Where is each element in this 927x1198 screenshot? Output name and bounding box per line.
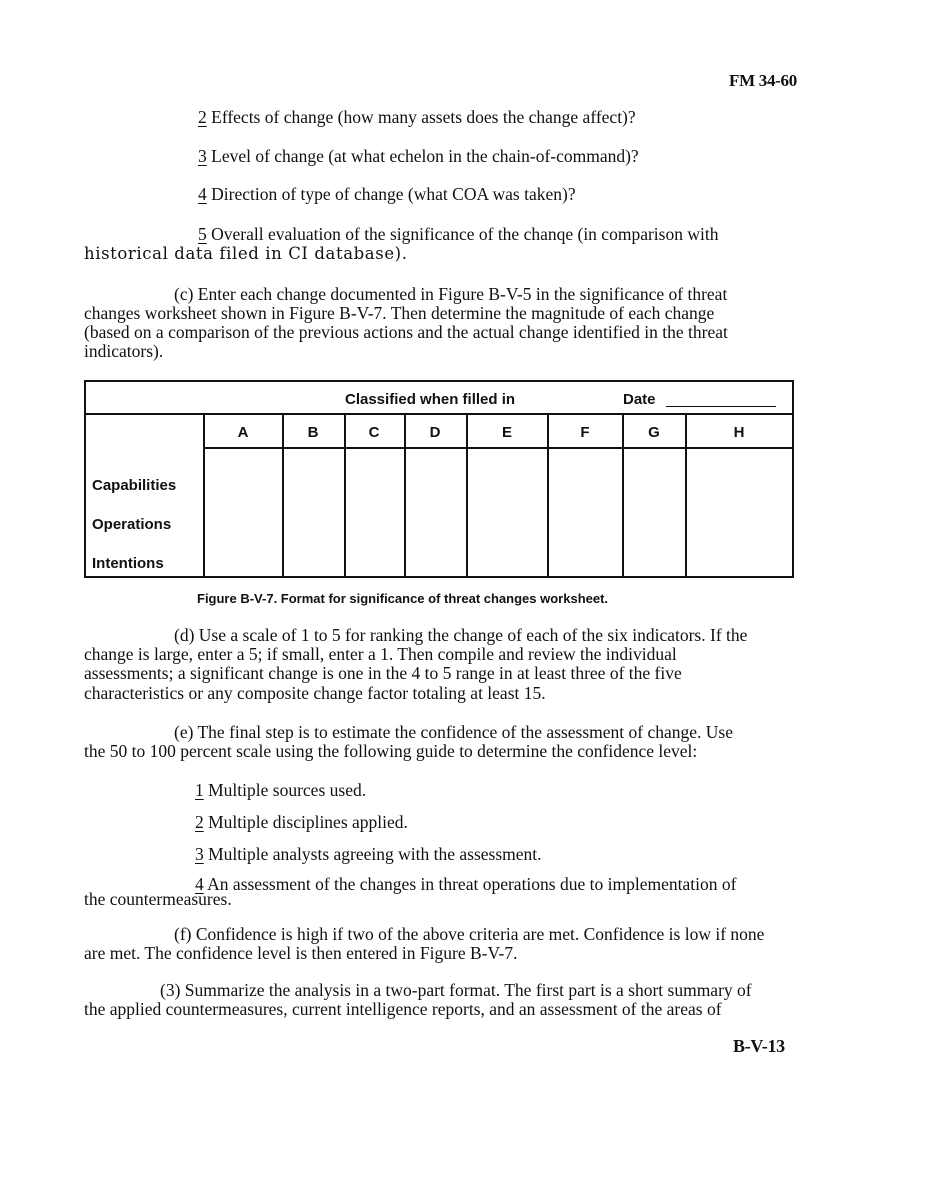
column-header-g: G xyxy=(648,424,660,441)
paragraph-d-line: assessments; a significant change is one in the 4 to 5 range in at least three of the five xyxy=(84,663,682,683)
item-text: Effects of change (how many assets does the change affect)? xyxy=(206,107,636,127)
item-number: 4 xyxy=(198,184,207,204)
table-rule xyxy=(203,447,792,449)
paragraph-c-line: changes worksheet shown in Figure B-V-7. Then determine the magnitude of each change xyxy=(84,303,715,323)
list-item xyxy=(198,108,636,128)
list-item xyxy=(198,225,718,245)
paragraph-d-line: (d) Use a scale of 1 to 5 for ranking the change of each of the six indicators. If the xyxy=(174,625,748,645)
paragraph-c-line: (based on a comparison of the previous actions and the actual change identified in the threat xyxy=(84,322,728,342)
date-blank-line xyxy=(666,406,776,407)
page-number: B-V-13 xyxy=(733,1036,785,1056)
paragraph-f-line: (f) Confidence is high if two of the above criteria are met. Confidence is low if none xyxy=(174,924,765,944)
row-label-intentions: Intentions xyxy=(92,555,164,569)
item-number: 3 xyxy=(195,844,204,864)
item-number: 2 xyxy=(195,812,204,832)
column-header-f: F xyxy=(580,424,590,441)
list-item xyxy=(195,813,408,833)
paragraph-d-line: characteristics or any composite change factor totaling at least 15. xyxy=(84,683,546,703)
paragraph-f-line: are met. The confidence level is then entered in Figure B-V-7. xyxy=(84,943,518,963)
paragraph-c-line: indicators). xyxy=(84,341,164,361)
row-label-capabilities: Capabilities xyxy=(92,477,177,494)
item-continuation: historical data filed in CI database). xyxy=(84,244,408,263)
table-rule xyxy=(685,415,687,576)
table-rule xyxy=(203,415,205,576)
date-label: Date xyxy=(623,391,656,408)
table-rule xyxy=(404,415,406,576)
table-rule xyxy=(344,415,346,576)
paragraph-d-line: change is large, enter a 5; if small, enter a 1. Then compile and review the individual xyxy=(84,644,677,664)
item-text: Multiple analysts agreeing with the assessment. xyxy=(203,844,542,864)
column-header-b: B xyxy=(307,424,319,441)
table-rule xyxy=(466,415,468,576)
list-item xyxy=(198,147,639,167)
table-rule xyxy=(282,415,284,576)
column-header-a: A xyxy=(237,424,249,441)
item-text: An assessment of the changes in threat operations due to implementation of xyxy=(203,874,737,894)
list-item xyxy=(195,781,366,801)
item-text: Multiple sources used. xyxy=(203,780,367,800)
item-continuation: the countermeasures. xyxy=(84,889,232,909)
row-label-operations: Operations xyxy=(92,516,172,533)
column-header-h: H xyxy=(733,424,745,441)
column-header-e: E xyxy=(501,424,512,441)
paragraph-e-line: the 50 to 100 percent scale using the following guide to determine the confidence level: xyxy=(84,741,698,761)
threat-changes-worksheet xyxy=(84,380,794,578)
paragraph-e-line: (e) The final step is to estimate the confidence of the assessment of change. Use xyxy=(174,722,734,742)
item-number: 5 xyxy=(198,224,207,244)
item-number: 1 xyxy=(195,780,204,800)
item-text: Multiple disciplines applied. xyxy=(203,812,408,832)
classified-label: Classified when filled in xyxy=(345,391,516,408)
item-number: 2 xyxy=(198,107,207,127)
table-rule xyxy=(622,415,624,576)
item-text: Overall evaluation of the significance of the chanqe (in comparison with xyxy=(206,224,719,244)
list-item xyxy=(198,185,576,205)
item-number: 3 xyxy=(198,146,207,166)
item-text: Direction of type of change (what COA was taken)? xyxy=(206,184,576,204)
list-item xyxy=(195,845,542,865)
paragraph-3-line: the applied countermeasures, current intelligence reports, and an assessment of the areas of xyxy=(84,999,722,1019)
column-header-d: D xyxy=(429,424,441,441)
paragraph-3-line: (3) Summarize the analysis in a two-part format. The first part is a short summary of xyxy=(160,980,752,1000)
page-header-doc-id: FM 34-60 xyxy=(729,71,797,90)
column-header-c: C xyxy=(368,424,380,441)
paragraph-c-line: (c) Enter each change documented in Figure B-V-5 in the significance of threat xyxy=(174,284,728,304)
item-number: 4 xyxy=(195,874,204,894)
table-rule xyxy=(547,415,549,576)
item-text: Level of change (at what echelon in the chain-of-command)? xyxy=(206,146,639,166)
figure-caption: Figure B-V-7. Format for significance of threat changes worksheet. xyxy=(197,591,609,606)
list-item xyxy=(195,875,736,895)
